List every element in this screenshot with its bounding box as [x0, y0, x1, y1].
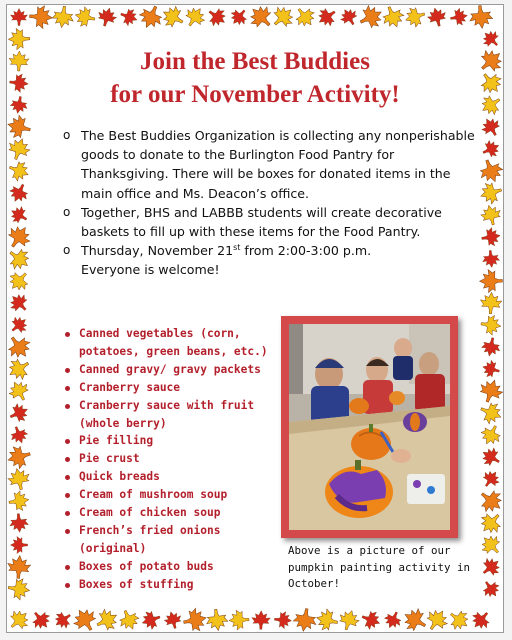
maple-leaf-icon	[9, 51, 30, 72]
list-item: Quick breads	[63, 468, 283, 486]
maple-leaf-icon	[399, 604, 430, 632]
maple-leaf-icon	[7, 401, 31, 425]
maple-leaf-icon	[314, 5, 340, 30]
maple-leaf-icon	[51, 5, 75, 29]
maple-leaf-icon	[116, 607, 142, 632]
maple-leaf-icon	[159, 5, 188, 31]
list-item: Boxes of stuffing	[63, 576, 283, 594]
intro-item	[63, 203, 483, 241]
event-date: Thursday, November 21	[81, 243, 234, 259]
maple-leaf-icon	[73, 5, 97, 29]
maple-leaf-icon	[136, 5, 166, 32]
maple-leaf-icon	[8, 424, 30, 446]
maple-leaf-icon	[10, 8, 27, 25]
maple-leaf-icon	[7, 443, 33, 471]
maple-leaf-icon	[9, 95, 29, 115]
maple-leaf-icon	[9, 513, 29, 533]
maple-leaf-icon	[7, 331, 35, 363]
maple-leaf-icon	[479, 467, 503, 491]
maple-leaf-icon	[96, 6, 119, 29]
maple-leaf-icon	[7, 354, 34, 384]
list-item: French’s fried onions (original)	[63, 522, 283, 558]
maple-leaf-icon	[7, 267, 33, 295]
date-ordinal: st	[233, 243, 241, 253]
maple-leaf-icon	[252, 611, 271, 630]
maple-leaf-icon	[7, 290, 32, 316]
maple-leaf-icon	[426, 6, 448, 28]
maple-leaf-icon	[476, 508, 503, 538]
maple-leaf-icon	[181, 5, 209, 31]
maple-leaf-icon	[468, 5, 493, 30]
maple-leaf-icon	[291, 5, 319, 31]
maple-leaf-icon	[476, 376, 503, 405]
maple-leaf-icon	[51, 608, 75, 632]
maple-leaf-icon	[422, 605, 452, 632]
maple-leaf-icon	[245, 5, 277, 33]
hollow-bullet-icon: o	[63, 204, 71, 219]
maple-leaf-icon	[478, 444, 503, 469]
maple-leaf-icon	[205, 608, 229, 632]
maple-leaf-icon	[7, 606, 33, 632]
maple-leaf-icon	[445, 606, 473, 632]
maple-leaf-icon	[118, 6, 140, 28]
maple-leaf-icon	[477, 91, 503, 119]
pumpkin-painting-photo	[289, 324, 450, 530]
maple-leaf-icon	[182, 607, 209, 632]
maple-leaf-icon	[229, 610, 250, 631]
maple-leaf-icon	[163, 610, 184, 631]
maple-leaf-icon	[7, 158, 32, 184]
maple-leaf-icon	[274, 611, 293, 630]
maple-leaf-icon	[480, 336, 502, 358]
maple-leaf-icon	[69, 604, 100, 632]
list-item: Boxes of potato buds	[63, 558, 283, 576]
maple-leaf-icon	[7, 113, 33, 141]
list-item: Cream of mushroom soup	[63, 486, 283, 504]
maple-leaf-icon	[268, 5, 298, 32]
maple-leaf-icon	[478, 554, 503, 580]
maple-leaf-icon	[480, 292, 503, 315]
maple-leaf-icon	[480, 314, 502, 336]
maple-leaf-icon	[475, 485, 503, 517]
maple-leaf-icon	[476, 68, 503, 98]
event-item	[63, 241, 483, 279]
maple-leaf-icon	[477, 531, 503, 559]
list-item: Cranberry sauce	[63, 379, 283, 397]
intro-text: Together, BHS and LABBB students will create decorative baskets to fill up with these items for the Food Pantry.	[81, 204, 442, 240]
hollow-bullet-icon: o	[63, 128, 71, 142]
maple-leaf-icon	[382, 609, 405, 632]
maple-leaf-icon	[7, 181, 31, 206]
list-item: Canned gravy/ gravy packets	[63, 361, 283, 379]
maple-leaf-icon	[28, 607, 54, 632]
maple-leaf-icon	[475, 45, 503, 77]
maple-leaf-icon	[482, 250, 501, 269]
maple-leaf-icon	[478, 422, 503, 449]
maple-leaf-icon	[7, 203, 30, 226]
title-line-1: Join the Best Buddies	[140, 48, 370, 75]
maple-leaf-icon	[227, 5, 251, 29]
maple-leaf-icon	[7, 466, 32, 491]
page-title	[47, 45, 463, 111]
event-time: from 2:00-3:00 p.m.	[240, 243, 372, 259]
maple-leaf-icon	[93, 606, 122, 632]
intro-list	[63, 126, 483, 280]
list-item: Cream of chicken soup	[63, 504, 283, 522]
maple-leaf-icon	[359, 608, 383, 632]
intro-item	[63, 126, 483, 203]
maple-leaf-icon	[481, 359, 502, 380]
maple-leaf-icon	[480, 226, 501, 247]
maple-leaf-icon	[8, 28, 30, 50]
maple-leaf-icon	[7, 221, 35, 253]
maple-leaf-icon	[479, 27, 503, 51]
maple-leaf-icon	[204, 5, 230, 30]
goods-list	[63, 325, 283, 594]
maple-leaf-icon	[292, 607, 318, 632]
photo-frame	[281, 316, 458, 538]
title-line-2: for our November Activity!	[110, 81, 400, 108]
intro-text: The Best Buddies Organization is collecting any nonperishable goods to donate to the Burlington Food Pantry for Thanksgiving. There will be boxes for donated items in the main office and Ms. Deacon’s office.	[81, 128, 475, 201]
flyer-page	[6, 4, 504, 633]
maple-leaf-icon	[356, 5, 387, 32]
maple-leaf-icon	[314, 607, 340, 632]
maple-leaf-icon	[7, 136, 32, 163]
maple-leaf-icon	[477, 399, 503, 427]
list-item: Canned vegetables (corn, potatoes, green beans, etc.)	[63, 325, 283, 361]
maple-leaf-icon	[402, 5, 427, 30]
photo-caption: Above is a picture of our pumpkin painting activity in October!	[288, 544, 471, 591]
maple-leaf-icon	[9, 73, 29, 93]
maple-leaf-icon	[337, 5, 360, 28]
maple-leaf-icon	[7, 555, 31, 579]
event-welcome: Everyone is welcome!	[81, 262, 220, 278]
maple-leaf-icon	[10, 536, 27, 553]
maple-leaf-icon	[468, 607, 494, 632]
maple-leaf-icon	[139, 608, 163, 632]
maple-leaf-icon	[337, 608, 362, 632]
maple-leaf-icon	[7, 377, 33, 404]
maple-leaf-icon	[479, 577, 503, 601]
list-item: Pie crust	[63, 450, 283, 468]
maple-leaf-icon	[8, 490, 31, 513]
maple-leaf-icon	[449, 7, 469, 27]
list-item: Pie filling	[63, 432, 283, 450]
maple-leaf-icon	[379, 5, 407, 31]
list-item: Cranberry sauce with fruit (whole berry)	[63, 397, 283, 433]
maple-leaf-icon	[7, 577, 31, 601]
hollow-bullet-icon: o	[63, 243, 71, 258]
maple-leaf-icon	[29, 5, 53, 29]
maple-leaf-icon	[480, 138, 503, 161]
maple-leaf-icon	[7, 313, 31, 337]
maple-leaf-icon	[7, 244, 34, 274]
